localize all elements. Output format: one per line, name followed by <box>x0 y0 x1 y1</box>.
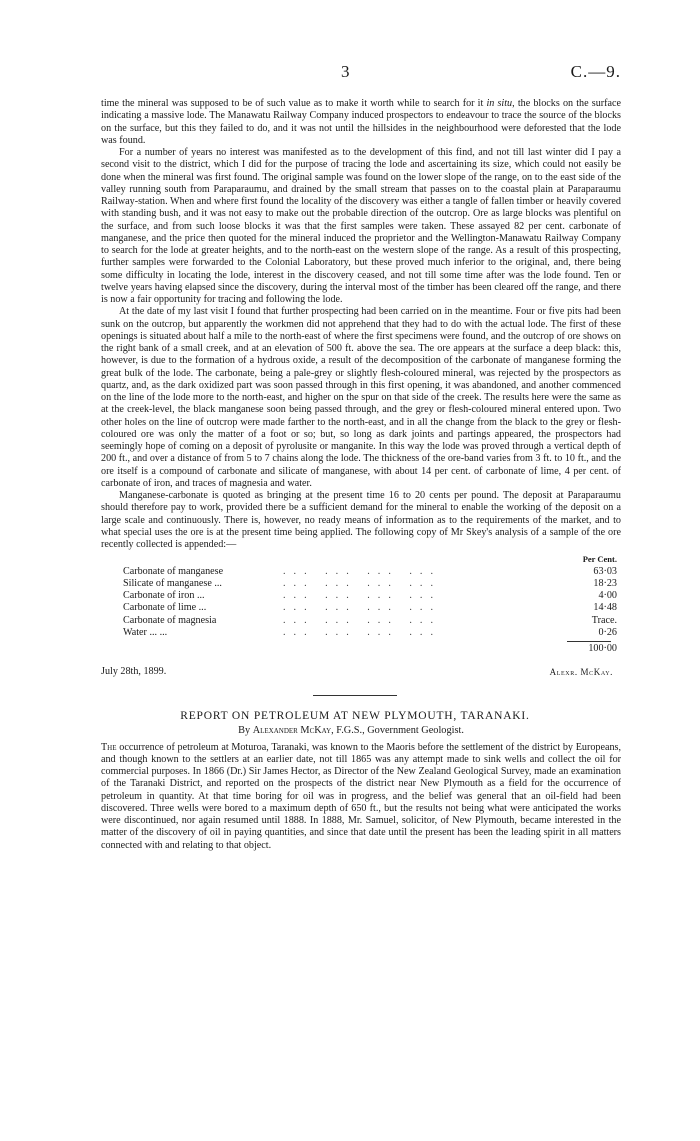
analysis-item: Silicate of manganese ... <box>123 577 222 589</box>
total-rule <box>567 641 611 642</box>
analysis-row <box>123 578 621 590</box>
analysis-row <box>123 627 621 639</box>
paragraph: For a number of years no interest was manifested as to the development of this find, and not till last winter did I pay a second visit to the district, which I did for the purpose of tracing the lode and ascertaining its size, which could not easily be done when the mineral was first found. The original sample was found on the lower slope of the range, on to the east side of the valley running south from Paraparaumu, and drained by the small stream that passes on to the coastal plain at Paraparaumu Railway-station. When and where first found the locality of the discovery was either a tangle of fallen timber or heavily covered with standing bush, and it was not easy to make out the probable direction of the outcrop. Ore as large blocks was plentiful on the surface, and from such loose blocks it was that the first samples were taken. These assayed 82 per cent. carbonate of manganese, and the price then quoted for the mineral induced the proprietor and the Wellington-Manawatu Railway Company to search for the lode at greater heights, and to the north-east on the western slope of the range. As a result of this prospecting, further samples were forwarded to the Colonial Laboratory, but these proved much inferior to the original, and, there being some difficulty in locating the lode, interest in the discovery ceased, and not till some time after was the lode found. Ten or twelve years having elapsed since the discovery, during the interval most of the timber has been cleared off the range, and there is now a fair opportunity for tracing and following the lode. <box>101 147 621 305</box>
paragraph: At the date of my last visit I found that further prospecting had been carried on in the meantime. Four or five pits had been sunk on the outcrop, but apparently the workmen did not apprehend that they had to do with the actual lode. The first of these openings is situated about half a mile to the north-east of where the first specimens were found, and the outcrop of ore shows on the right bank of a small creek, and at an elevation of 500 ft. above the sea. The ore appears at the surface a deep black: this, however, is due to the formation of a hydrous oxide, a result of the decomposition of the carbonate of manganese forming the great bulk of the lode. The carbonate, being a pale-grey or slightly flesh-coloured mineral, was rejected by the prospectors as quartz, and, as the dark oxidized part was soon passed through in this first opening, it was abandoned, and another commenced on the line of the lode more to the north-east, and higher on the spur on that side of the creek. The results here were the same as at the creek-level, the black manganese soon being passed through, and the grey or flesh-coloured mineral entered upon. Two other holes on the line of outcrop were made farther to the north-east, and in all the change from the black to the grey or flesh-coloured ore was only the matter of a foot or so; but, so long as dark joints and partings appeared, the prospectors had seemingly hope of coming on a deposit of pyrolusite or manganite. In this way the lode was proved through a vertical depth of 200 ft., and over a distance of from 5 to 7 chains along the lode. The thickness of the ore-band varies from 3 ft. to 10 ft., and the ore itself is a compound of carbonate and silicate of manganese, with about 14 per cent. of carbonate of lime, 4 per cent. of carbonate of iron, and traces of magnesia and water. <box>101 306 621 489</box>
leader-dots: ... ... ... ... <box>283 602 441 614</box>
paragraph: Manganese-carbonate is quoted as bringing at the present time 16 to 20 cents per pound. The deposit at Paraparaumu should therefore pay to work, provided there be a sufficient demand for the mineral to enable the working of the deposit on a large scale and continuously. There is, however, no ready means of information as to the requirements of the market, and to what special uses the ore is at the present time being applied. The following copy of Mr Skey's analysis of a sample of the ore recently collected is appended:— <box>101 490 621 550</box>
report-byline <box>91 725 611 736</box>
manganese-report-body <box>101 98 621 679</box>
paragraph-text: time the mineral was supposed to be of such value as to make it worth while to search for it <box>101 98 487 109</box>
analysis-value: Trace. <box>591 614 617 626</box>
leader-dots: ... ... ... ... <box>283 565 441 577</box>
page-header <box>101 0 621 98</box>
paragraph <box>101 98 621 147</box>
analysis-value: 4·00 <box>598 590 617 601</box>
section-divider <box>313 695 397 696</box>
author-title: , F.G.S., Government Geologist. <box>331 724 464 736</box>
analysis-row <box>123 602 621 614</box>
analysis-column-header: Per Cent. <box>582 554 617 565</box>
signoff <box>101 666 621 678</box>
paragraph-text: , the blocks on the surface indicating a massive lode. The Manawatu Railway Company induced prospectors to endeavour to trace the source of the blocks on the surface, but this they failed to do, and it was not until the hillsides in the neighbourhood were deforested that the lode was found. <box>101 98 621 146</box>
petroleum-report-body <box>101 742 621 852</box>
author-signature: Alexr. McKay. <box>549 667 613 678</box>
byline-prefix: By <box>238 724 253 736</box>
analysis-table <box>101 553 621 655</box>
leader-dots: ... ... ... ... <box>283 577 441 589</box>
paragraph <box>101 742 621 852</box>
paragraph-text: occurrence of petroleum at Moturoa, Taranaki, was known to the Maoris before the settlement of the district by Europeans, and though known to the settlers at an earlier date, not till 1865 was any attempt made to sink wells and collect the oil for commercial purposes. In 1866 (Dr.) Sir James Hector, as Director of the New Zealand Geological Survey, made an examination of the Taranaki District, and reported on the prospects of the district near New Plymouth as a field for the occurrence of petroleum in quantity. At that time boring for oil was in progress, and the belief was general that an oil-field had been discovered. Three wells were bored to a maximum depth of 650 ft., but the results not being what were anticipated the works were discontinued, nor again resumed until 1888. In 1888, Mr. Samuel, solicitor, of New Plymouth, became interested in the matter of the discovery of oil in paying quantities, and since that date until the present has been the leading spirit in all matters connected with and relating to that object. <box>101 741 621 851</box>
leader-dots: ... ... ... ... <box>283 614 441 626</box>
analysis-item: Carbonate of iron ... <box>123 590 205 601</box>
page-number: 3 <box>341 62 350 81</box>
italic-phrase: in situ <box>486 98 513 109</box>
leader-dots: ... ... ... ... <box>283 590 441 601</box>
analysis-item: Carbonate of magnesia <box>123 614 217 626</box>
author-name: Alexander McKay <box>252 724 332 736</box>
document-page <box>101 0 621 852</box>
report-title: REPORT ON PETROLEUM AT NEW PLYMOUTH, TARANAKI. <box>180 709 530 722</box>
analysis-value: 63·03 <box>593 565 617 577</box>
report-date: July 28th, 1899. <box>101 666 167 678</box>
analysis-item: Carbonate of manganese <box>123 565 224 577</box>
analysis-row <box>123 615 621 627</box>
first-word: The <box>101 741 117 753</box>
analysis-value: 18·23 <box>593 577 617 589</box>
analysis-item: Water ... ... <box>123 626 168 638</box>
document-reference: C.—9. <box>570 62 621 81</box>
analysis-value: 14·48 <box>593 602 617 614</box>
analysis-row <box>123 590 621 602</box>
analysis-total: 100·00 <box>588 643 617 654</box>
analysis-row <box>123 566 621 578</box>
analysis-item: Carbonate of lime ... <box>123 602 207 614</box>
leader-dots: ... ... ... ... <box>283 626 441 638</box>
analysis-value: 0·26 <box>598 626 617 638</box>
